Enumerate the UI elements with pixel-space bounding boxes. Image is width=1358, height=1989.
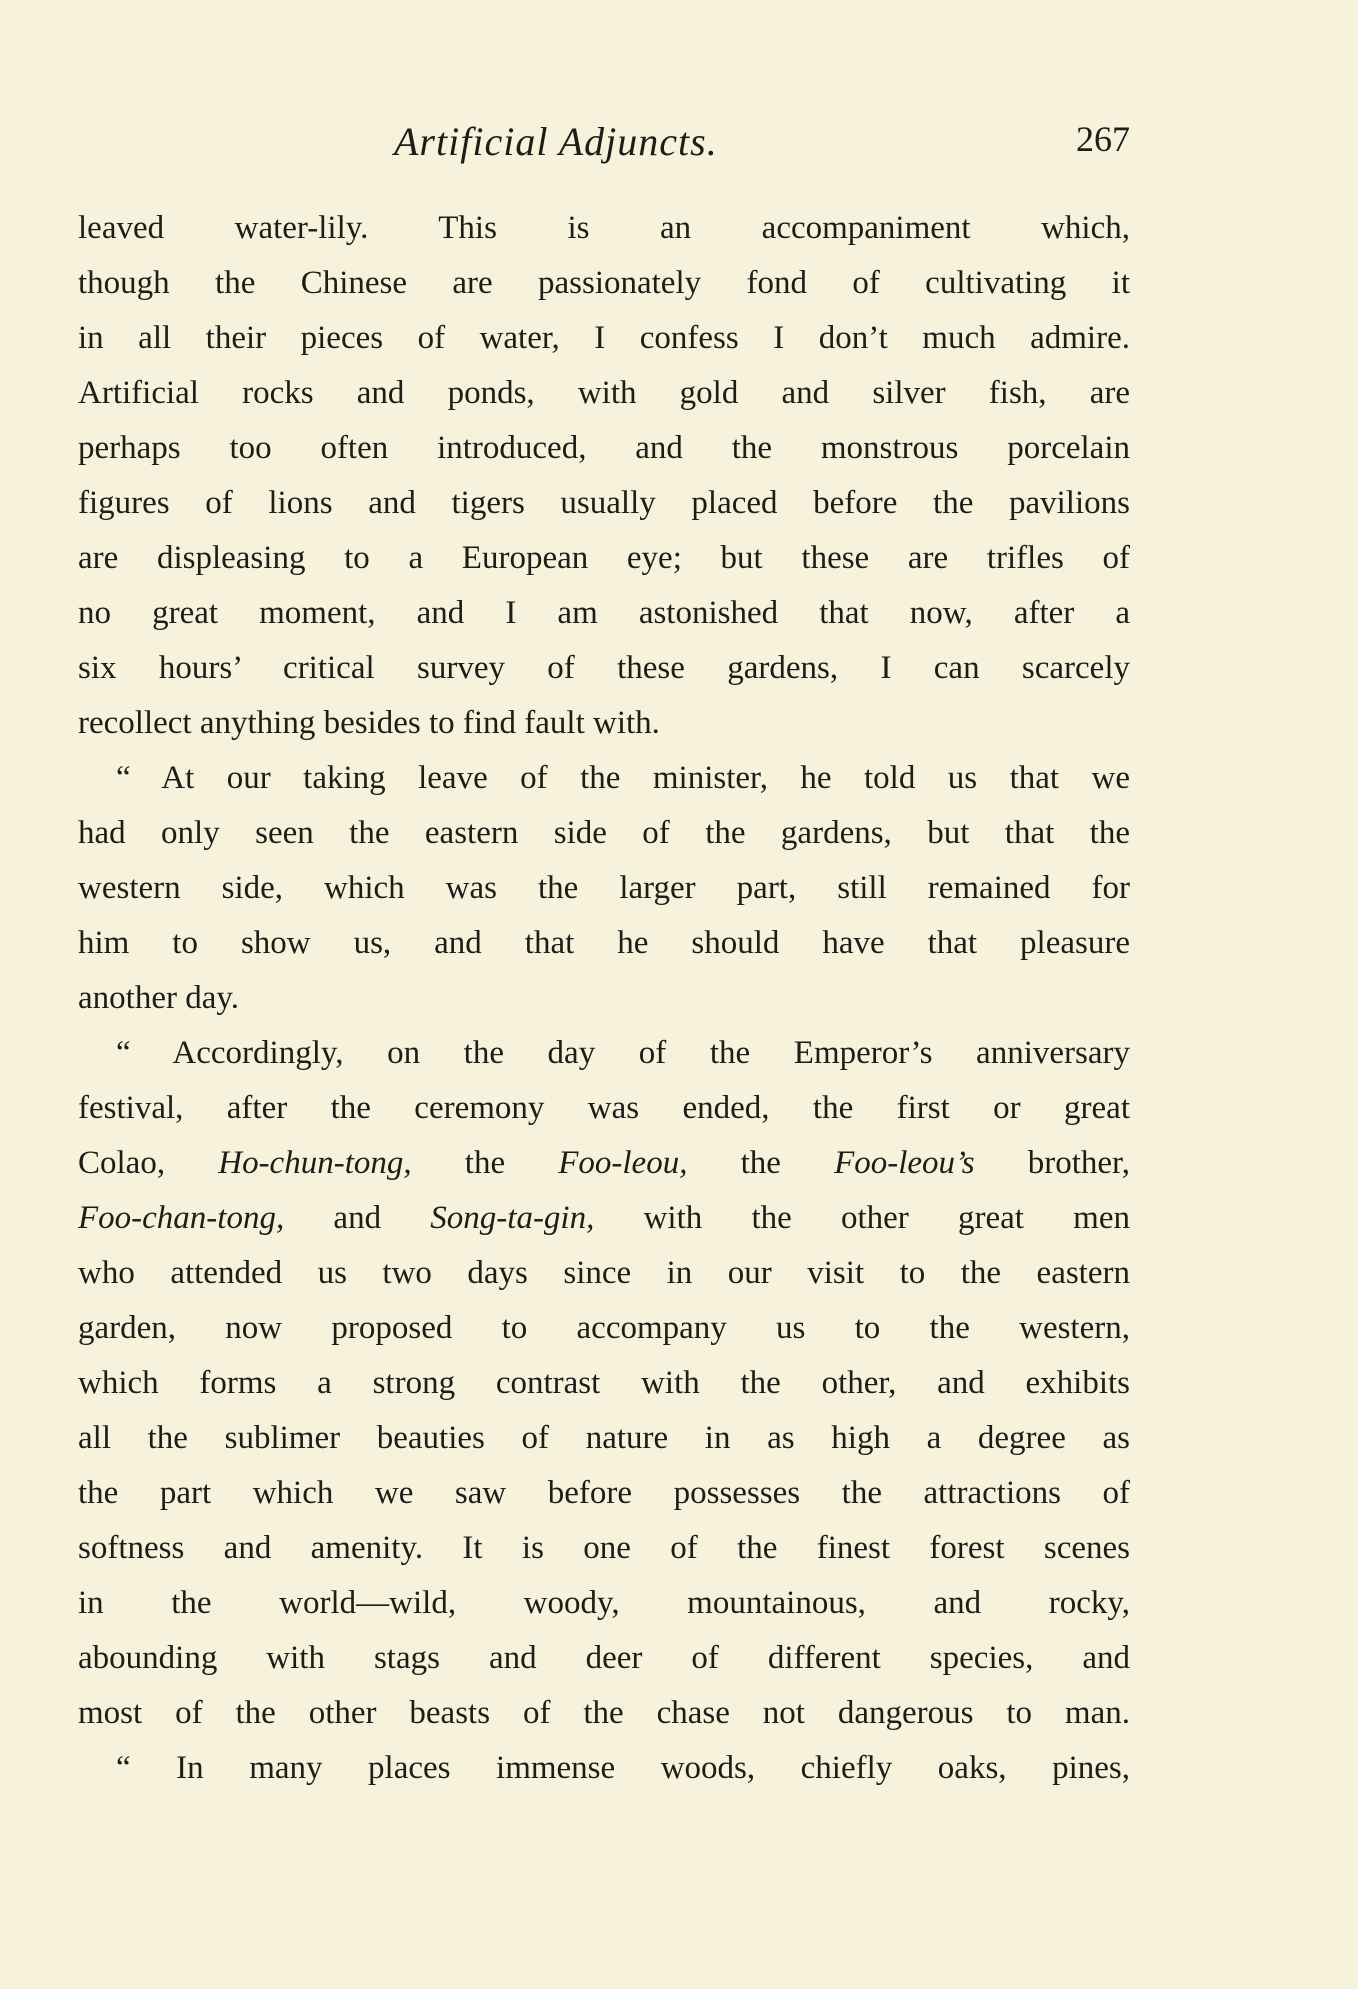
text-line: Artificial rocks and ponds, with gold and silver fish, are [78, 375, 1130, 411]
text-line: no great moment, and I am astonished that now, after a [78, 595, 1130, 631]
person-name: Foo-leou, [558, 1145, 688, 1181]
running-head: Artificial Adjuncts. [394, 119, 718, 164]
text-line: “ Accordingly, on the day of the Emperor’s anniversary [116, 1035, 1130, 1071]
text-segment: the [411, 1145, 559, 1181]
text-line: which forms a strong contrast with the other, and exhibits [78, 1365, 1130, 1401]
person-name: Ho-chun-tong, [218, 1145, 412, 1181]
body-text [78, 201, 1130, 1796]
text-line: western side, which was the larger part, still remained for [78, 870, 1130, 906]
text-line: in all their pieces of water, I confess I don’t much admire. [78, 320, 1130, 356]
text-line: who attended us two days since in our visit to the eastern [78, 1255, 1130, 1291]
text-segment: the [687, 1145, 835, 1181]
text-line: are displeasing to a European eye; but these are trifles of [78, 540, 1130, 576]
text-segment: Colao, [78, 1145, 219, 1181]
text-line: “ At our taking leave of the minister, he told us that we [116, 760, 1130, 796]
text-line: in the world—wild, woody, mountainous, and rocky, [78, 1585, 1130, 1621]
text-line: him to show us, and that he should have that pleasure [78, 925, 1130, 961]
person-name: Foo-leou’s [834, 1145, 975, 1181]
text-line [78, 1191, 1130, 1246]
text-line: perhaps too often introduced, and the monstrous porcelain [78, 430, 1130, 466]
text-line: garden, now proposed to accompany us to the western, [78, 1310, 1130, 1346]
text-segment: with the other great men [594, 1200, 1130, 1236]
text-line: “ In many places immense woods, chiefly oaks, pines, [116, 1750, 1130, 1786]
text-line: had only seen the eastern side of the gardens, but that the [78, 815, 1130, 851]
text-line: festival, after the ceremony was ended, the first or great [78, 1090, 1130, 1126]
text-line: leaved water-lily. This is an accompaniment which, [78, 210, 1130, 246]
person-name: Song-ta-gin, [430, 1200, 595, 1236]
page-number: 267 [1076, 119, 1130, 159]
text-line: recollect anything besides to find fault with. [78, 705, 660, 741]
text-line: all the sublimer beauties of nature in as high a degree as [78, 1420, 1130, 1456]
text-line: another day. [78, 980, 239, 1016]
page-header [78, 118, 1130, 178]
text-line: abounding with stags and deer of different species, and [78, 1640, 1130, 1676]
person-name: Foo-chan-tong, [78, 1200, 285, 1236]
text-line: figures of lions and tigers usually placed before the pavilions [78, 485, 1130, 521]
text-line [78, 1136, 1130, 1191]
text-line: though the Chinese are passionately fond of cultivating it [78, 265, 1130, 301]
text-line: six hours’ critical survey of these gardens, I can scarcely [78, 650, 1130, 686]
text-line: the part which we saw before possesses the attractions of [78, 1475, 1130, 1511]
text-line: most of the other beasts of the chase not dangerous to man. [78, 1695, 1130, 1731]
text-segment: brother, [974, 1145, 1130, 1181]
text-line: softness and amenity. It is one of the finest forest scenes [78, 1530, 1130, 1566]
text-segment: and [284, 1200, 431, 1236]
